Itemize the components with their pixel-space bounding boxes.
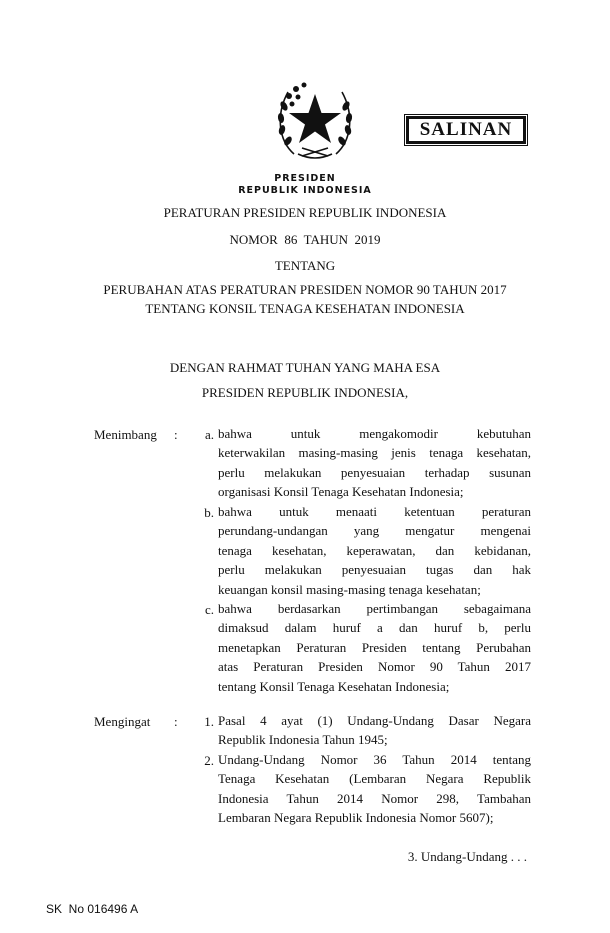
consideration-item-a [218, 424, 531, 502]
subject-line-2: TENTANG KONSIL TENAGA KESEHATAN INDONESIA [145, 301, 465, 316]
salinan-stamp: SALINAN [406, 116, 526, 144]
menimbang-label: Menimbang [94, 427, 157, 442]
star-wreath-emblem-icon [272, 76, 358, 164]
text-line: menetapkan Peraturan Presiden tentang Perubahan [218, 639, 531, 655]
text-line: atas Peraturan Presiden Nomor 90 Tahun 2017 [218, 659, 531, 675]
text-line: Republik Indonesia Tahun 1945; [218, 732, 388, 748]
text-line: perlu melakukan penyesuaian tugas dan hak [218, 562, 531, 578]
text-line: bahwa berdasarkan pertimbangan sebagaimana [218, 601, 531, 616]
text-line: bahwa untuk mengakomodir kebutuhan [218, 426, 531, 441]
text-line: keterwakilan masing-masing jenis tenaga kesehatan, [218, 445, 531, 461]
regulation-number: NOMOR 86 TAHUN 2019 [229, 232, 381, 247]
legal-basis-marker-1: 1. [204, 714, 214, 729]
text-line: organisasi Konsil Tenaga Kesehatan Indonesia; [218, 484, 464, 500]
menimbang-colon: : [174, 427, 178, 442]
text-line: Tenaga Kesehatan (Lembaran Negara Republik [218, 771, 531, 787]
text-line: perundang-undangan yang mengatur mengenai [218, 523, 531, 539]
institution-line-2: REPUBLIK INDONESIA [238, 185, 372, 196]
consideration-item-c [218, 599, 531, 696]
mengingat-colon: : [174, 714, 178, 729]
text-line: Pasal 4 ayat (1) Undang-Undang Dasar Negara [218, 713, 531, 728]
legal-basis-item-2 [218, 750, 531, 828]
text-line: Lembaran Negara Republik Indonesia Nomor 5607); [218, 810, 494, 826]
serial-number: SK No 016496 A [46, 902, 139, 916]
consideration-marker-c: c. [204, 602, 214, 617]
text-line: Undang-Undang Nomor 36 Tahun 2014 tentang [218, 752, 531, 767]
blessing-line: DENGAN RAHMAT TUHAN YANG MAHA ESA [169, 360, 441, 375]
subject-line-1: PERUBAHAN ATAS PERATURAN PRESIDEN NOMOR 90 TAHUN 2017 [103, 282, 507, 297]
text-line: tenaga kesehatan, keperawatan, dan kebidanan, [218, 542, 531, 558]
text-line: keuangan konsil masing-masing tenaga kesehatan; [218, 581, 481, 597]
mengingat-label: Mengingat [94, 714, 151, 729]
text-line: tentang Konsil Tenaga Kesehatan Indonesia; [218, 678, 450, 694]
regulation-title: PERATURAN PRESIDEN REPUBLIK INDONESIA [163, 205, 447, 220]
about-heading: TENTANG [274, 258, 336, 273]
president-line: PRESIDEN REPUBLIK INDONESIA, [201, 385, 409, 400]
institution-line-1: PRESIDEN [274, 173, 336, 184]
text-line: Indonesia Tahun 2014 Nomor 298, Tambahan [218, 790, 531, 806]
consideration-marker-b: b. [204, 505, 214, 520]
text-line: bahwa untuk menaati ketentuan peraturan [218, 504, 531, 519]
legal-basis-marker-2: 2. [204, 753, 214, 768]
text-line: perlu melakukan penyesuaian terhadap susunan [218, 464, 531, 480]
continuation-reference: 3. Undang-Undang . . . [407, 849, 527, 864]
consideration-item-b [218, 502, 531, 599]
legal-basis-item-1 [218, 711, 531, 750]
consideration-marker-a: a. [204, 427, 214, 442]
text-line: dimaksud dalam huruf a dan huruf b, perlu [218, 620, 531, 636]
